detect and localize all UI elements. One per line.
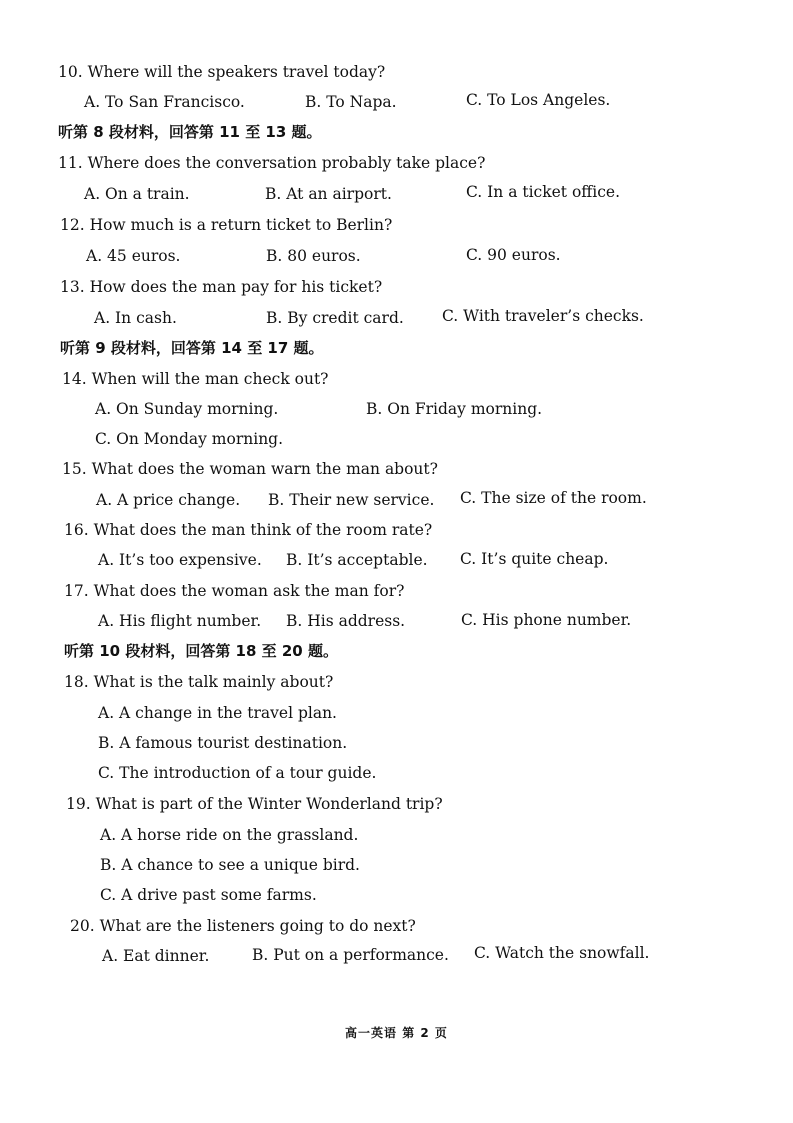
option-11a: A. On a train. [84,185,190,203]
option-10c: C. To Los Angeles. [466,91,611,109]
option-12b: B. 80 euros. [266,247,361,265]
question-18: 18. What is the talk mainly about? [64,673,334,691]
question-17: 17. What does the woman ask the man for? [64,582,405,600]
option-19c: C. A drive past some farms. [100,886,317,904]
option-18c: C. The introduction of a tour guide. [98,764,377,782]
option-10a: A. To San Francisco. [84,93,245,111]
question-13: 13. How does the man pay for his ticket? [60,278,383,296]
question-20: 20. What are the listeners going to do next? [70,917,416,935]
option-20c: C. Watch the snowfall. [474,944,650,962]
option-16c: C. It’s quite cheap. [460,550,609,568]
section-9-heading: 听第 9 段材料，回答第 14 至 17 题。 [60,339,324,357]
page-footer: 高一英语 第 2 页 [345,1026,448,1040]
option-12a: A. 45 euros. [86,247,181,265]
option-20b: B. Put on a performance. [252,946,449,964]
option-14b: B. On Friday morning. [366,400,543,418]
option-11c: C. In a ticket office. [466,183,621,201]
option-12c: C. 90 euros. [466,246,561,264]
question-10: 10. Where will the speakers travel today? [58,63,386,81]
option-10b: B. To Napa. [305,93,397,111]
option-16a: A. It’s too expensive. [98,551,262,569]
question-16: 16. What does the man think of the room rate? [64,521,433,539]
question-14: 14. When will the man check out? [62,370,329,388]
section-10-heading: 听第 10 段材料，回答第 18 至 20 题。 [64,642,338,660]
option-18a: A. A change in the travel plan. [98,704,337,722]
option-19a: A. A horse ride on the grassland. [100,826,359,844]
option-14c: C. On Monday morning. [95,430,284,448]
question-15: 15. What does the woman warn the man about? [62,460,438,478]
option-15a: A. A price change. [96,491,241,509]
option-13b: B. By credit card. [266,309,404,327]
option-15b: B. Their new service. [268,491,435,509]
option-14a: A. On Sunday morning. [95,400,279,418]
question-11: 11. Where does the conversation probably take place? [58,154,486,172]
option-13c: C. With traveler’s checks. [442,307,644,325]
option-17a: A. His flight number. [98,612,262,630]
section-8-heading: 听第 8 段材料，回答第 11 至 13 题。 [58,123,322,141]
option-18b: B. A famous tourist destination. [98,734,348,752]
option-15c: C. The size of the room. [460,489,647,507]
option-17b: B. His address. [286,612,406,630]
option-17c: C. His phone number. [461,611,632,629]
option-11b: B. At an airport. [265,185,392,203]
question-12: 12. How much is a return ticket to Berlin? [60,216,393,234]
option-19b: B. A chance to see a unique bird. [100,856,360,874]
option-13a: A. In cash. [94,309,177,327]
option-20a: A. Eat dinner. [102,947,210,965]
question-19: 19. What is part of the Winter Wonderland trip? [66,795,443,813]
option-16b: B. It’s acceptable. [286,551,428,569]
